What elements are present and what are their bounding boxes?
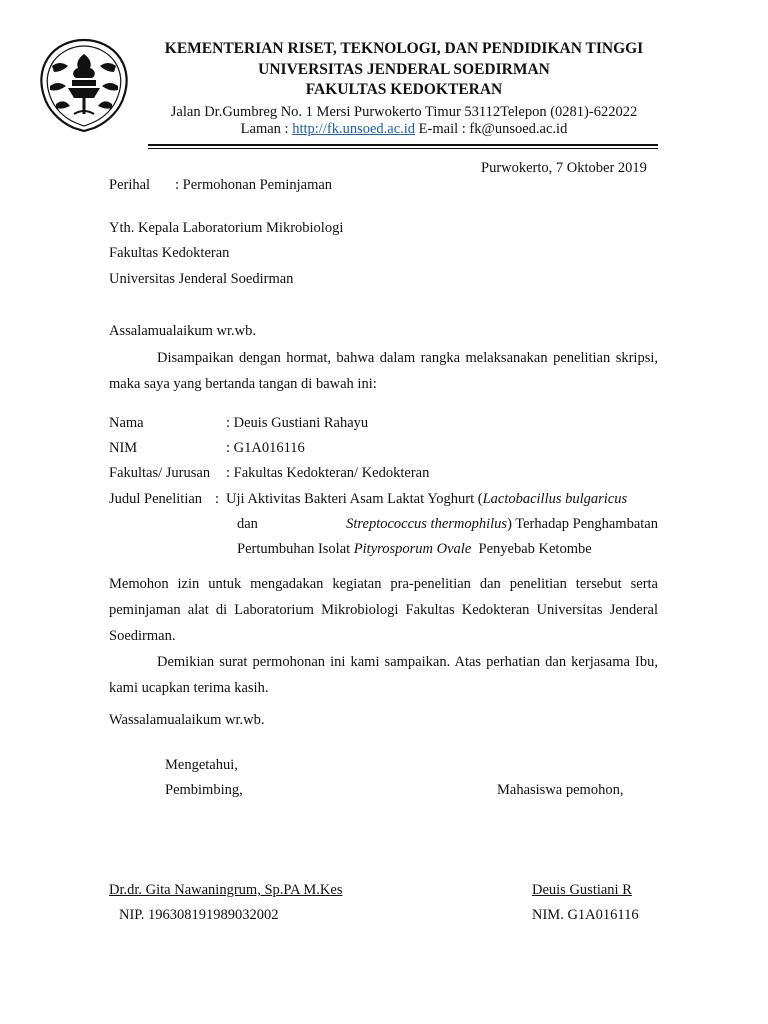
judul-text-5: Penyebab Ketombe	[471, 541, 592, 557]
letterhead-contact	[130, 121, 678, 138]
field-judul-label: Judul Penelitian	[109, 491, 203, 507]
recipient-line-2: Fakultas Kedokteran	[109, 245, 230, 261]
letterhead-university: UNIVERSITAS JENDERAL SOEDIRMAN	[258, 61, 550, 78]
signature-left-name: Dr.dr. Gita Nawaningrum, Sp.PA M.Kes	[109, 882, 343, 898]
letterhead-rule-thin	[148, 148, 658, 149]
intro-paragraph: Disampaikan dengan hormat, bahwa dalam rangka melaksanakan penelitian skripsi, maka saya yang bertanda tangan di bawah ini:	[109, 350, 658, 392]
letterhead-ministry: KEMENTERIAN RISET, TEKNOLOGI, DAN PENDIDIKAN TINGGI	[164, 40, 644, 57]
field-nim-value: : G1A016116	[226, 440, 305, 456]
signature-right-name: Deuis Gustiani R	[532, 882, 632, 898]
signature-right-id: NIM. G1A016116	[532, 907, 639, 923]
field-judul-line-1	[226, 491, 627, 508]
letterhead-faculty: FAKULTAS KEDOKTERAN	[305, 81, 503, 98]
field-nama-value: : Deuis Gustiani Rahayu	[226, 415, 369, 431]
field-judul-colon: :	[215, 491, 220, 507]
body-paragraph-2: Demikian surat permohonan ini kami sampaikan. Atas perhatian dan kerjasama Ibu, kami ucapkan terima kasih.	[109, 654, 658, 696]
closing: Wassalamualaikum wr.wb.	[109, 712, 265, 728]
field-nim-label: NIM	[109, 440, 138, 456]
signature-left-label-2: Pembimbing,	[165, 782, 243, 798]
letterhead-rule-thick	[148, 144, 658, 146]
body-paragraph-1: Memohon izin untuk mengadakan kegiatan pra-penelitian dan penelitian tersebut serta peminjaman alat di Laboratorium Mikrobiologi Fakultas Kedokteran Universitas Jenderal Soedirman.	[109, 576, 658, 644]
website-link[interactable]: http://fk.unsoed.ac.id	[292, 121, 416, 137]
field-fakultas-value: : Fakultas Kedokteran/ Kedokteran	[226, 465, 430, 481]
subject-label: Perihal	[109, 177, 151, 193]
field-judul-line-3	[237, 541, 592, 558]
subject-value: : Permohonan Peminjaman	[175, 177, 333, 193]
field-judul-line-2	[237, 516, 658, 533]
judul-species-3: Pityrosporum Ovale	[353, 541, 472, 557]
judul-text-1: Uji Aktivitas Bakteri Asam Laktat Yoghurt (	[226, 491, 483, 507]
judul-text-4: Pertumbuhan Isolat	[237, 541, 354, 557]
letter-date: Purwokerto, 7 Oktober 2019	[481, 160, 647, 176]
recipient-line-3: Universitas Jenderal Soedirman	[109, 271, 294, 287]
greeting: Assalamualaikum wr.wb.	[109, 323, 256, 339]
judul-species-2: Streptococcus thermophilus	[346, 516, 508, 532]
signature-left-id: NIP. 196308191989032002	[119, 907, 279, 923]
field-fakultas-label: Fakultas/ Jurusan	[109, 465, 211, 481]
field-nama-label: Nama	[109, 415, 144, 431]
email-text: E-mail : fk@unsoed.ac.id	[415, 121, 568, 137]
judul-species-2-wrap	[346, 516, 658, 533]
judul-text-2: dan	[237, 516, 258, 532]
signature-right-label: Mahasiswa pemohon,	[497, 782, 624, 798]
recipient-line-1: Yth. Kepala Laboratorium Mikrobiologi	[109, 220, 344, 236]
judul-text-3: ) Terhadap Penghambatan	[507, 516, 658, 532]
letterhead-address: Jalan Dr.Gumbreg No. 1 Mersi Purwokerto Timur 53112Telepon (0281)-622022	[170, 104, 638, 120]
judul-species-1: Lactobacillus bulgaricus	[482, 491, 628, 507]
web-label: Laman :	[240, 121, 293, 137]
signature-left-label-1: Mengetahui,	[165, 757, 238, 773]
university-logo	[38, 36, 130, 132]
